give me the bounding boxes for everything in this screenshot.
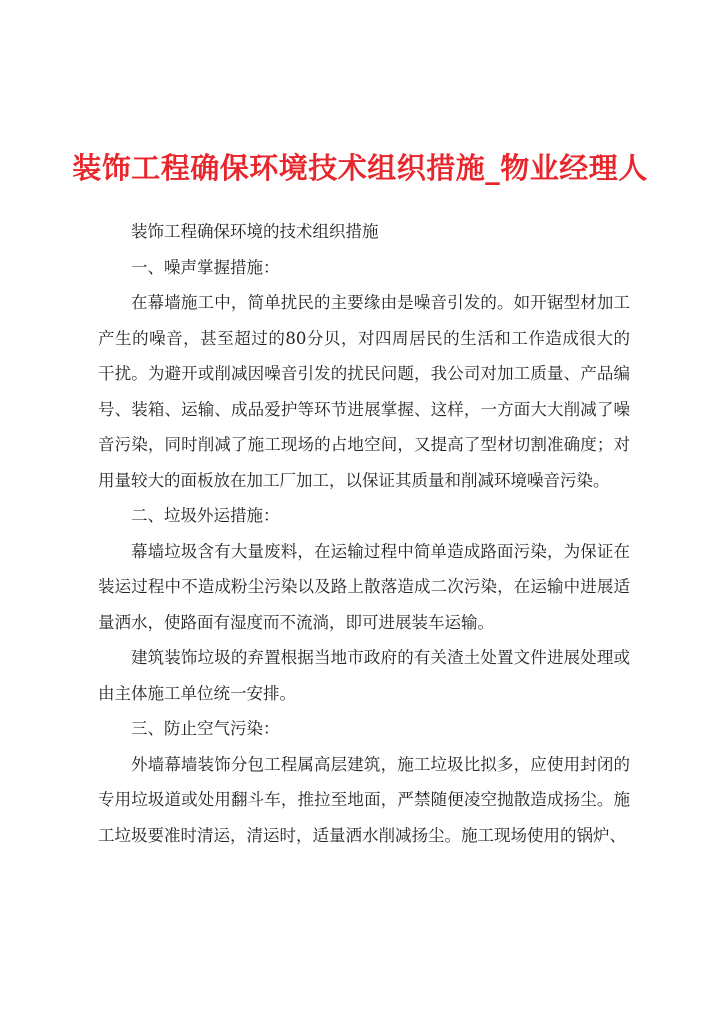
page-title: 装饰工程确保环境技术组织措施_物业经理人 [72, 151, 648, 185]
paragraph-waste-transport: 幕墙垃圾含有大量废料，在运输过程中简单造成路面污染，为保证在装运过程中不造成粉尘污染以及路上散落造成二次污染，在运输中进展适量洒水，使路面有湿度而不流淌，即可进展装车运输。 [98, 541, 630, 632]
paragraph-waste-disposal: 建筑装饰垃圾的弃置根据当地市政府的有关渣土处置文件进展处理或由主体施工单位统一安排。 [98, 648, 630, 703]
paragraph-air-pollution: 外墙幕墙装饰分包工程属高层建筑，施工垃圾比拟多，应使用封闭的专用垃圾道或处用翻斗车，推拉至地面，严禁随便凌空抛散造成扬尘。施工垃圾要准时清运，清运时，适量洒水削减扬尘。施工现场使用的锅炉、 [98, 754, 630, 845]
heading-noise-control: 一、噪声掌握措施： [131, 257, 280, 277]
heading-air-pollution: 三、防止空气污染： [131, 719, 280, 738]
paragraph-subtitle: 装饰工程确保环境的技术组织措施 [131, 222, 379, 241]
document-body [98, 214, 630, 853]
paragraph-noise-control: 在幕墙施工中，简单扰民的主要缘由是噪音引发的。如开锯型材加工产生的噪音，甚至超过的80分贝，对四周居民的生活和工作造成很大的干扰。为避开或削减因噪音引发的扰民问题，我公司对加工质量、产品编号、装箱、运输、成品爱护等环节进展掌握、这样，一方面大大削减了噪音污染，同时削减了施工现场的占地空间，又提高了型材切割准确度；对用量较大的面板放在加工厂加工，以保证其质量和削减环境噪音污染。 [98, 293, 630, 490]
heading-waste-transport: 二、垃圾外运措施： [131, 506, 280, 525]
